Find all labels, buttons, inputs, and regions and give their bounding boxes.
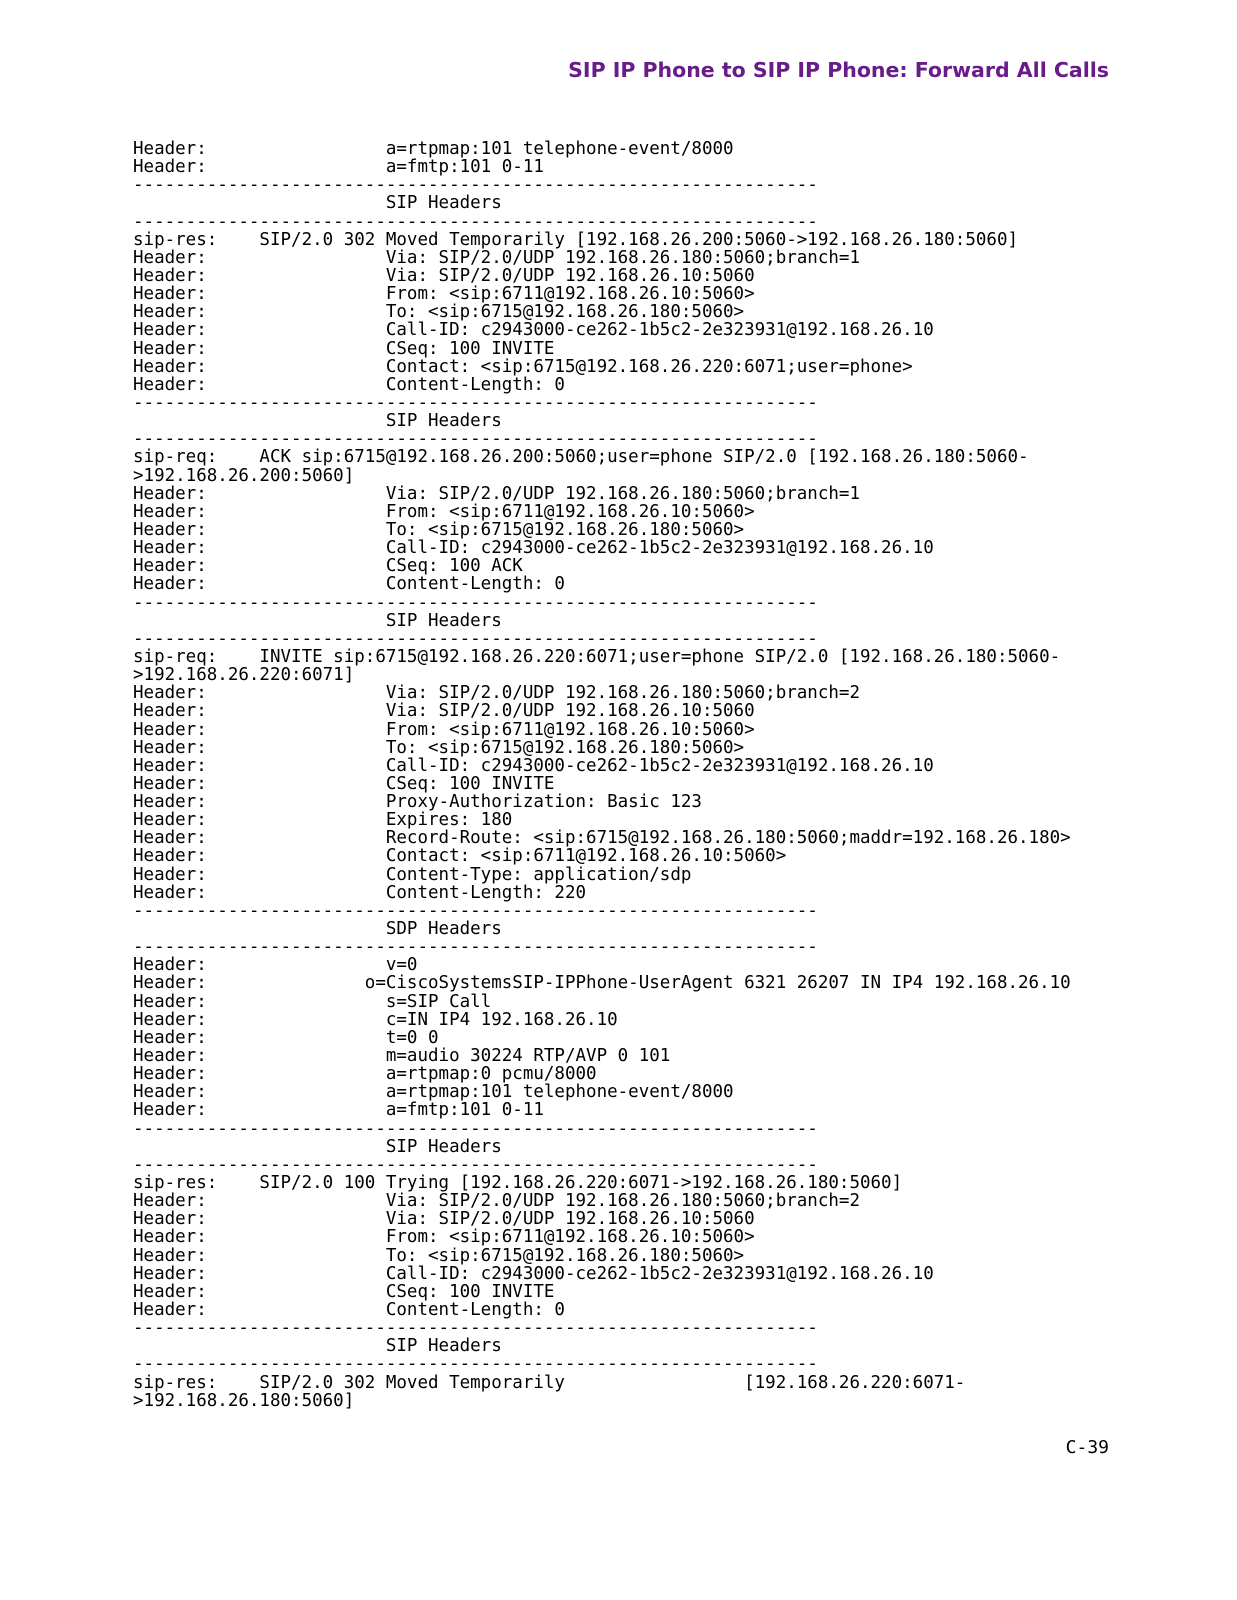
trace-line: Header: Content-Length: 0 — [133, 574, 565, 595]
trace-line: Header: From: <sip:6711@192.168.26.10:5060> — [133, 501, 755, 522]
trace-line: Header: Content-Type: application/sdp — [133, 864, 692, 885]
trace-line: Header: Via: SIP/2.0/UDP 192.168.26.10:5060 — [133, 1209, 755, 1230]
trace-line: Header: Via: SIP/2.0/UDP 192.168.26.180:5060;branch=1 — [133, 483, 860, 504]
trace-line: Header: a=fmtp:101 0-11 — [133, 157, 544, 178]
trace-line: ----------------------------------------------------------------- — [133, 211, 818, 232]
trace-line: SIP Headers — [133, 1136, 502, 1157]
trace-line: Header: Via: SIP/2.0/UDP 192.168.26.10:5060 — [133, 265, 755, 286]
trace-line: Header: Contact: <sip:6711@192.168.26.10:5060> — [133, 846, 787, 867]
trace-line: Header: CSeq: 100 INVITE — [133, 1281, 555, 1302]
trace-line: Header: Expires: 180 — [133, 810, 513, 831]
trace-line: >192.168.26.220:6071] — [133, 665, 355, 686]
trace-line: Header: CSeq: 100 INVITE — [133, 338, 555, 359]
trace-line: Header: CSeq: 100 ACK — [133, 556, 523, 577]
trace-line: Header: Content-Length: 0 — [133, 1300, 565, 1320]
trace-line: Header: v=0 — [133, 955, 418, 976]
trace-line: Header: a=rtpmap:101 telephone-event/8000 — [133, 139, 734, 159]
trace-line: >192.168.26.180:5060] — [133, 1390, 355, 1411]
trace-line: Header: To: <sip:6715@192.168.26.180:5060> — [133, 1245, 745, 1266]
trace-line: Header: o=CiscoSystemsSIP-IPPhone-UserAgent 6321 26207 IN IP4 192.168.26.10 — [133, 973, 1071, 994]
trace-line: Header: a=fmtp:101 0-11 — [133, 1100, 544, 1121]
trace-line: Header: Via: SIP/2.0/UDP 192.168.26.10:5060 — [133, 701, 755, 722]
page-number: C-39 — [1065, 1437, 1109, 1458]
trace-line: ----------------------------------------------------------------- — [133, 429, 818, 450]
trace-line: SDP Headers — [133, 919, 502, 940]
trace-line: sip-res: SIP/2.0 302 Moved Temporarily [192.168.26.200:5060->192.168.26.180:5060] — [133, 229, 1019, 250]
trace-line: ----------------------------------------------------------------- — [133, 937, 818, 958]
trace-line: ----------------------------------------------------------------- — [133, 392, 818, 413]
trace-line: Header: To: <sip:6715@192.168.26.180:5060> — [133, 302, 745, 323]
trace-line: ----------------------------------------------------------------- — [133, 175, 818, 196]
trace-line: Header: Call-ID: c2943000-ce262-1b5c2-2e323931@192.168.26.10 — [133, 320, 934, 341]
trace-line: Header: Via: SIP/2.0/UDP 192.168.26.180:5060;branch=2 — [133, 1191, 860, 1212]
trace-line: Header: m=audio 30224 RTP/AVP 0 101 — [133, 1046, 671, 1067]
trace-line: SIP Headers — [133, 411, 502, 432]
trace-line: ----------------------------------------------------------------- — [133, 900, 818, 921]
trace-line: sip-req: ACK sip:6715@192.168.26.200:5060;user=phone SIP/2.0 [192.168.26.180:5060- — [133, 447, 1029, 468]
trace-line: Header: Content-Length: 0 — [133, 374, 565, 395]
trace-line: Header: c=IN IP4 192.168.26.10 — [133, 1009, 618, 1030]
page-title: SIP IP Phone to SIP IP Phone: Forward All Calls — [568, 58, 1109, 82]
trace-line: Header: Call-ID: c2943000-ce262-1b5c2-2e323931@192.168.26.10 — [133, 755, 934, 776]
trace-line: sip-res: SIP/2.0 302 Moved Temporarily [192.168.26.220:6071- — [133, 1372, 966, 1393]
trace-line: Header: Contact: <sip:6715@192.168.26.220:6071;user=phone> — [133, 356, 913, 377]
trace-line: ----------------------------------------------------------------- — [133, 628, 818, 649]
trace-line: Header: To: <sip:6715@192.168.26.180:5060> — [133, 519, 745, 540]
trace-line: SIP Headers — [133, 193, 502, 214]
trace-line: Header: Via: SIP/2.0/UDP 192.168.26.180:5060;branch=1 — [133, 247, 860, 268]
trace-line: Header: a=rtpmap:101 telephone-event/8000 — [133, 1082, 734, 1103]
trace-line: Header: From: <sip:6711@192.168.26.10:5060> — [133, 719, 755, 740]
trace-line: ----------------------------------------------------------------- — [133, 592, 818, 613]
trace-line: Header: CSeq: 100 INVITE — [133, 773, 555, 794]
trace-line: Header: Record-Route: <sip:6715@192.168.26.180:5060;maddr=192.168.26.180> — [133, 828, 1071, 849]
trace-line: SIP Headers — [133, 1336, 502, 1357]
trace-line: Header: Via: SIP/2.0/UDP 192.168.26.180:5060;branch=2 — [133, 683, 860, 704]
trace-line: ----------------------------------------------------------------- — [133, 1354, 818, 1375]
trace-line: SIP Headers — [133, 610, 502, 631]
trace-line: ----------------------------------------------------------------- — [133, 1318, 818, 1339]
trace-line: Header: From: <sip:6711@192.168.26.10:5060> — [133, 284, 755, 305]
trace-line: ----------------------------------------------------------------- — [133, 1118, 818, 1139]
trace-line: Header: Proxy-Authorization: Basic 123 — [133, 792, 702, 813]
trace-line: Header: Call-ID: c2943000-ce262-1b5c2-2e323931@192.168.26.10 — [133, 538, 934, 559]
trace-line: Header: s=SIP Call — [133, 991, 492, 1012]
trace-line: sip-res: SIP/2.0 100 Trying [192.168.26.220:6071->192.168.26.180:5060] — [133, 1173, 903, 1194]
trace-line: Header: To: <sip:6715@192.168.26.180:5060> — [133, 737, 745, 758]
trace-line: >192.168.26.200:5060] — [133, 465, 355, 486]
trace-line: Header: t=0 0 — [133, 1027, 439, 1048]
trace-line: Header: a=rtpmap:0 pcmu/8000 — [133, 1064, 597, 1085]
trace-line: Header: From: <sip:6711@192.168.26.10:5060> — [133, 1227, 755, 1248]
trace-line: ----------------------------------------------------------------- — [133, 1154, 818, 1175]
trace-line: Header: Call-ID: c2943000-ce262-1b5c2-2e323931@192.168.26.10 — [133, 1263, 934, 1284]
sip-trace-listing — [133, 140, 1071, 1410]
trace-line: sip-req: INVITE sip:6715@192.168.26.220:6071;user=phone SIP/2.0 [192.168.26.180:5060- — [133, 646, 1061, 667]
trace-line: Header: Content-Length: 220 — [133, 882, 587, 903]
